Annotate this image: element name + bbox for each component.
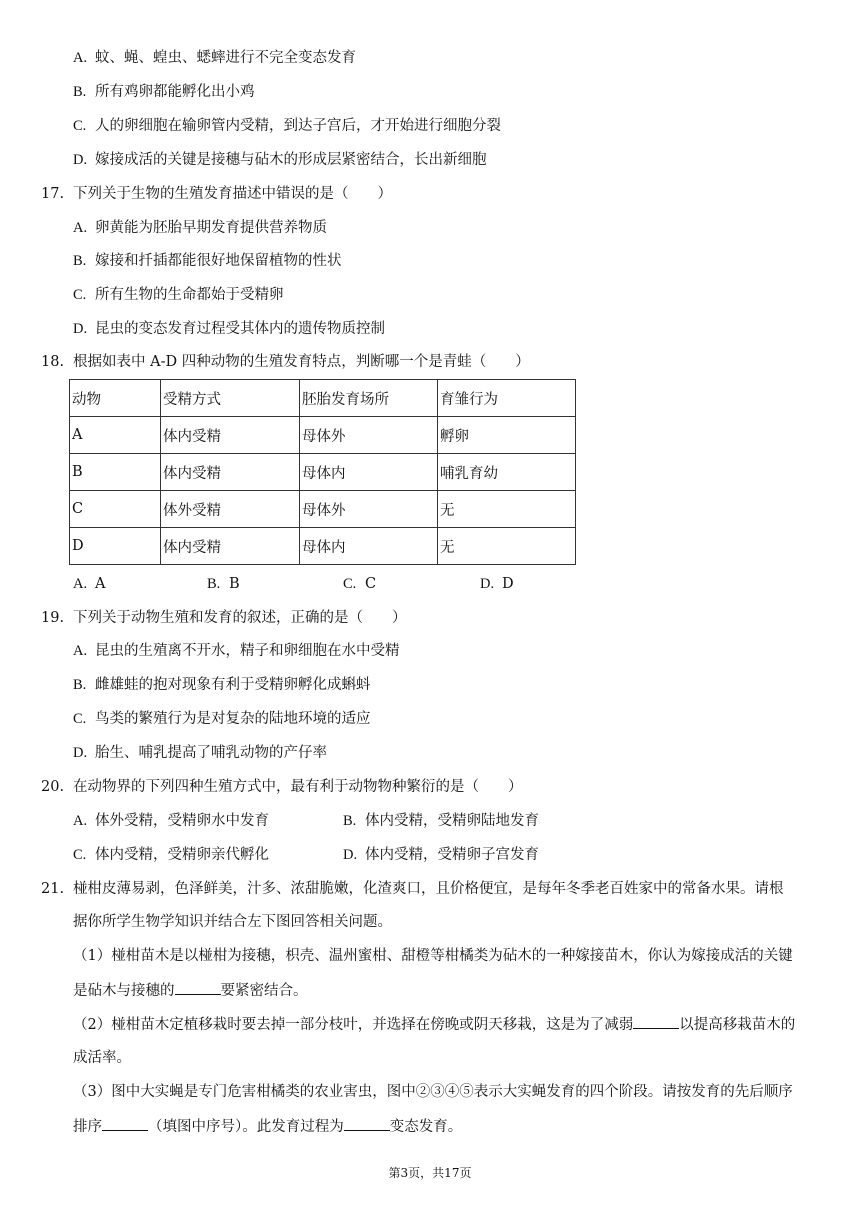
table-row: [70, 454, 576, 491]
option-text: 鸟类的繁殖行为是对复杂的陆地环境的适应: [95, 711, 371, 727]
question-stem: 根据如表中 A-D 四种动物的生殖发育特点，判断哪一个是青蛙（ ）: [73, 354, 530, 370]
option-text: 昆虫的生殖离不开水，精子和卵细胞在水中受精: [95, 643, 400, 659]
q18-option-d: [480, 574, 514, 594]
question-stem-line2: 据你所学生物学知识并结合左下图回答相关问题。: [73, 914, 392, 930]
q20-option-b: [343, 811, 539, 831]
table-row: [70, 528, 576, 565]
table-cell: C: [70, 491, 161, 528]
option-letter: A.: [73, 50, 88, 66]
q20-option-a: [73, 811, 269, 831]
question-number: 17.: [41, 186, 65, 202]
table-row: [70, 417, 576, 454]
option-text: 体内受精，受精卵亲代孵化: [95, 847, 269, 863]
option-letter: A.: [73, 576, 88, 592]
q21-part2-line2: 成活率。: [73, 1050, 131, 1066]
table-cell: B: [70, 454, 161, 491]
q19-option-d: [73, 743, 327, 763]
q21-part3-text: 排序: [73, 1119, 102, 1135]
table-header-cell: 受精方式: [161, 380, 300, 417]
q21-part1-line2: [73, 980, 308, 1001]
option-text: 人的卵细胞在输卵管内受精，到达子宫后，才开始进行细胞分裂: [95, 118, 501, 134]
table-cell: 体外受精: [161, 491, 300, 528]
option-letter: C.: [73, 847, 87, 863]
q20-option-d: [343, 845, 539, 865]
question-stem-line1: 椪柑皮薄易剥，色泽鲜美，汁多、浓甜脆嫩，化渣爽口，且价格便宜，是每年冬季老百姓家中的常备水果。请根: [73, 881, 784, 897]
table-cell: A: [70, 417, 161, 454]
option-text: 所有鸡卵都能孵化出小鸡: [95, 84, 255, 100]
q17-option-d: [73, 319, 385, 339]
option-letter: C.: [73, 287, 87, 303]
option-text: 昆虫的变态发育过程受其体内的遗传物质控制: [95, 321, 385, 337]
table-cell: 母体内: [300, 454, 438, 491]
option-text: C: [365, 576, 377, 592]
q21-part2-text: （2）椪柑苗木定植移栽时要去掉一部分枝叶，并选择在傍晚或阴天移栽，这是为了减弱: [73, 1017, 634, 1033]
table-cell: 母体外: [300, 417, 438, 454]
table-cell: 母体内: [300, 528, 438, 565]
q16-option-a: [73, 48, 356, 68]
option-letter: A.: [73, 643, 88, 659]
table-cell: 体内受精: [161, 417, 300, 454]
option-letter: C.: [73, 118, 87, 134]
option-letter: D.: [73, 745, 88, 761]
option-letter: D.: [343, 847, 358, 863]
q21-part3-line1: （3）图中大实蝇是专门危害柑橘类的农业害虫，图中②③④⑤表示大实蝇发育的四个阶段。请按发育的先后顺序: [73, 1084, 793, 1100]
table-cell: 无: [438, 528, 576, 565]
option-text: B: [229, 576, 240, 592]
option-text: 嫁接和扦插都能很好地保留植物的性状: [95, 253, 342, 269]
option-letter: B.: [343, 813, 357, 829]
question-stem: 下列关于动物生殖和发育的叙述，正确的是（ ）: [73, 610, 407, 626]
option-letter: B.: [207, 576, 221, 592]
table-header-row: [70, 380, 576, 417]
table-header-cell: 育雏行为: [438, 380, 576, 417]
table-cell: 体内受精: [161, 528, 300, 565]
option-letter: D.: [73, 321, 88, 337]
table-header-cell: 动物: [70, 380, 161, 417]
q18-option-c: [343, 574, 376, 594]
option-letter: C.: [73, 711, 87, 727]
q19-option-a: [73, 641, 400, 661]
q21-part2-line1: [73, 1014, 795, 1035]
option-text: 胎生、哺乳提高了哺乳动物的产仔率: [95, 745, 327, 761]
page-footer: 第3页，共17页: [388, 1166, 472, 1180]
question-number: 20.: [41, 779, 65, 795]
q17-option-a: [73, 218, 327, 238]
option-letter: C.: [343, 576, 357, 592]
option-letter: A.: [73, 813, 88, 829]
animal-reproduction-table: [69, 379, 576, 565]
table-cell: 孵卵: [438, 417, 576, 454]
q17-option-c: [73, 285, 284, 305]
q20-option-c: [73, 845, 269, 865]
table-cell: 体内受精: [161, 454, 300, 491]
option-letter: D.: [73, 152, 88, 168]
q21-part3-line2: [73, 1116, 462, 1137]
answer-blank[interactable]: [175, 980, 221, 995]
option-text: 体外受精，受精卵水中发育: [95, 813, 269, 829]
option-text: 蚊、蝇、蝗虫、蟋蟀进行不完全变态发育: [95, 50, 356, 66]
q18-option-a: [73, 574, 105, 594]
option-text: A: [95, 576, 106, 592]
table-cell: 无: [438, 491, 576, 528]
q21-part2-tail: 以提高移栽苗木的: [679, 1017, 796, 1033]
q21-part1-line1: （1）椪柑苗木是以椪柑为接穗，枳壳、温州蜜柑、甜橙等柑橘类为砧木的一种嫁接苗木，你认为嫁接成活的关键: [73, 948, 793, 964]
option-text: D: [502, 576, 514, 592]
option-letter: B.: [73, 84, 87, 100]
table-row: [70, 491, 576, 528]
q19-option-b: [73, 675, 371, 695]
option-letter: A.: [73, 220, 88, 236]
question-stem: 下列关于生物的生殖发育描述中错误的是（ ）: [73, 186, 392, 202]
table-cell: 哺乳育幼: [438, 454, 576, 491]
answer-blank[interactable]: [102, 1116, 148, 1131]
q16-option-c: [73, 116, 501, 136]
table-header-cell: 胚胎发育场所: [300, 380, 438, 417]
table-cell: D: [70, 528, 161, 565]
q21-part1-text: 是砧木与接穗的: [73, 983, 175, 999]
q16-option-d: [73, 150, 487, 170]
question-stem: 在动物界的下列四种生殖方式中，最有利于动物物种繁衍的是（ ）: [73, 779, 523, 795]
option-text: 嫁接成活的关键是接穗与砧木的形成层紧密结合，长出新细胞: [95, 152, 487, 168]
answer-blank[interactable]: [633, 1014, 679, 1029]
q18-option-b: [207, 574, 240, 594]
q21-part3-tail: 变态发育。: [389, 1119, 463, 1135]
q21-part3-mid: （填图中序号）。此发育过程为: [148, 1119, 344, 1135]
question-number: 18.: [41, 354, 65, 370]
q16-option-b: [73, 82, 255, 102]
option-text: 卵黄能为胚胎早期发育提供营养物质: [95, 220, 327, 236]
q19-option-c: [73, 709, 371, 729]
question-number: 21.: [41, 881, 65, 897]
table-cell: 母体外: [300, 491, 438, 528]
q21-part1-tail: 要紧密结合。: [220, 983, 308, 999]
option-letter: B.: [73, 253, 87, 269]
option-letter: B.: [73, 677, 87, 693]
answer-blank[interactable]: [344, 1116, 390, 1131]
question-number: 19.: [41, 610, 65, 626]
q17-option-b: [73, 251, 342, 271]
option-text: 所有生物的生命都始于受精卵: [95, 287, 284, 303]
option-text: 体内受精，受精卵子宫发育: [365, 847, 539, 863]
option-text: 体内受精，受精卵陆地发育: [365, 813, 539, 829]
option-text: 雌雄蛙的抱对现象有利于受精卵孵化成蝌蚪: [95, 677, 371, 693]
option-letter: D.: [480, 576, 495, 592]
